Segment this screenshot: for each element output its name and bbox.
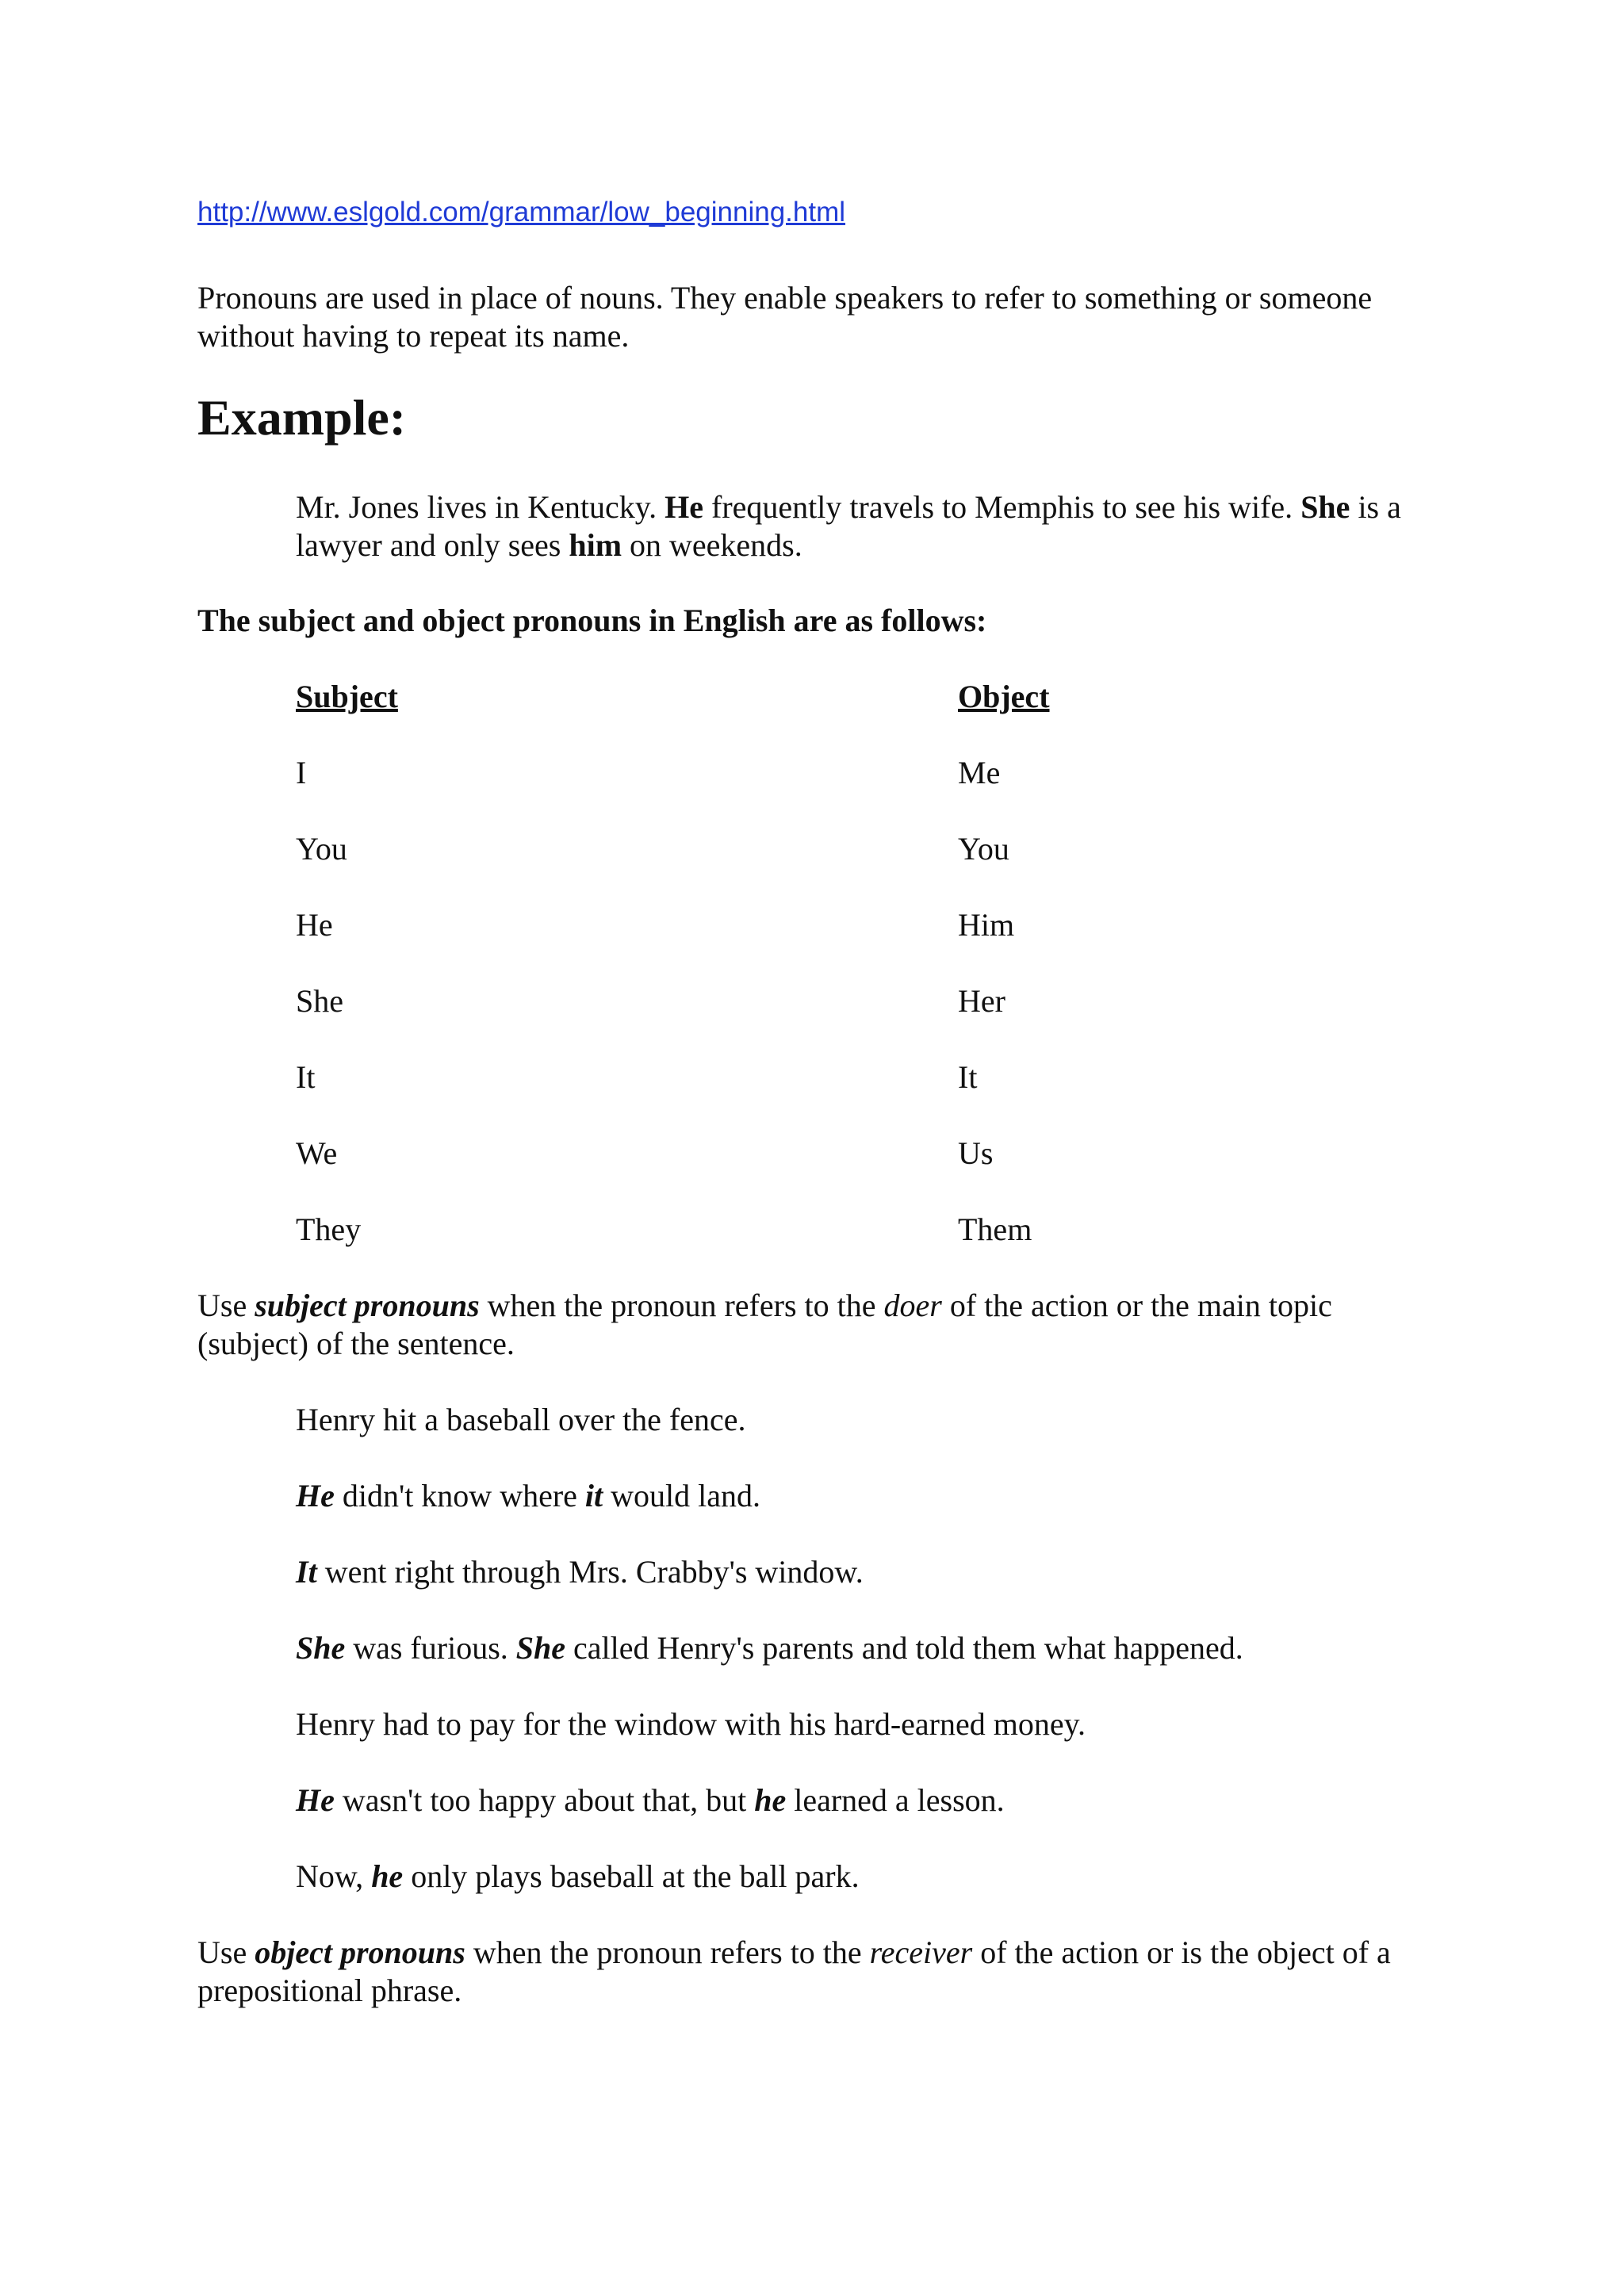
table-cell-subject: It <box>296 1059 316 1095</box>
rule-text: of the action or is the object of a prepositional phrase. <box>197 1934 1391 2008</box>
rule-text: Use <box>197 1934 255 1970</box>
table-cell-object: Me <box>958 755 1001 790</box>
example-bold-she: She <box>1300 489 1350 525</box>
rule-text: Use <box>197 1288 255 1323</box>
example-bold-he: He <box>665 489 704 525</box>
sentence-text: didn't know where <box>334 1478 585 1513</box>
rule-emphasis: receiver <box>869 1934 973 1970</box>
pronoun-emphasis: He <box>296 1782 335 1818</box>
pronoun-emphasis: He <box>296 1478 335 1513</box>
pronoun-emphasis: he <box>371 1858 404 1894</box>
table-cell-object: You <box>958 831 1009 867</box>
table-cell-subject: I <box>296 755 307 790</box>
sentence-text: only plays baseball at the ball park. <box>403 1858 860 1894</box>
table-cell-object: It <box>958 1059 978 1095</box>
rule-term: subject pronouns <box>255 1288 480 1323</box>
pronoun-emphasis: It <box>296 1554 317 1590</box>
rule-text: when the pronoun refers to the <box>465 1934 870 1970</box>
example-sentence <box>296 1553 864 1591</box>
sentence-text: learned a lesson. <box>786 1782 1005 1818</box>
example-text: Mr. Jones lives in Kentucky. <box>296 489 665 525</box>
table-cell-subject: He <box>296 907 333 943</box>
object-column-header: Object <box>958 679 1050 714</box>
example-sentence <box>296 1781 1005 1820</box>
rule-text: when the pronoun refers to the <box>479 1288 884 1323</box>
example-text: on weekends. <box>622 527 802 563</box>
table-cell-subject: She <box>296 983 343 1019</box>
table-cell-object: Them <box>958 1211 1032 1247</box>
table-cell-object: Him <box>958 907 1015 943</box>
rule-text: of the action or the main topic (subject) of the sentence. <box>197 1288 1332 1361</box>
example-sentence <box>296 1629 1243 1667</box>
subject-rule-paragraph <box>197 1287 1434 1363</box>
sentence-text: wasn't too happy about that, but <box>334 1782 755 1818</box>
example-text: frequently travels to Memphis to see his wife. <box>703 489 1301 525</box>
sentence-text: would land. <box>603 1478 761 1513</box>
table-cell-subject: We <box>296 1135 338 1171</box>
source-link[interactable]: http://www.eslgold.com/grammar/low_beginning.html <box>197 197 846 228</box>
example-sentence <box>296 1477 760 1515</box>
pronoun-emphasis: it <box>584 1478 603 1513</box>
table-cell-object: Us <box>958 1135 994 1171</box>
example-paragraph <box>296 488 1446 564</box>
sentence-text: went right through Mrs. Crabby's window. <box>316 1554 864 1590</box>
subject-column-header: Subject <box>296 679 398 714</box>
table-cell-object: Her <box>958 983 1005 1019</box>
example-sentence <box>296 1858 860 1896</box>
sentence-text: was furious. <box>345 1630 516 1666</box>
object-rule-paragraph <box>197 1934 1434 2010</box>
example-text: is a lawyer and only sees <box>296 489 1401 563</box>
table-cell-subject: You <box>296 831 347 867</box>
rule-emphasis: doer <box>883 1288 942 1323</box>
pronoun-emphasis: She <box>515 1630 566 1666</box>
intro-paragraph: Pronouns are used in place of nouns. They enable speakers to refer to something or someone without having to repeat its name. <box>197 280 1373 354</box>
pronoun-emphasis: he <box>754 1782 787 1818</box>
example-bold-him: him <box>569 527 622 563</box>
sentence-text: called Henry's parents and told them what happened. <box>565 1630 1243 1666</box>
table-cell-subject: They <box>296 1211 362 1247</box>
rule-term: object pronouns <box>255 1934 465 1970</box>
sentence-text: Now, <box>296 1858 372 1894</box>
table-intro: The subject and object pronouns in English are as follows: <box>197 603 987 638</box>
example-heading: Example: <box>197 389 407 446</box>
pronoun-emphasis: She <box>296 1630 346 1666</box>
example-sentence: Henry had to pay for the window with his hard-earned money. <box>296 1706 1086 1742</box>
example-sentence: Henry hit a baseball over the fence. <box>296 1402 746 1437</box>
